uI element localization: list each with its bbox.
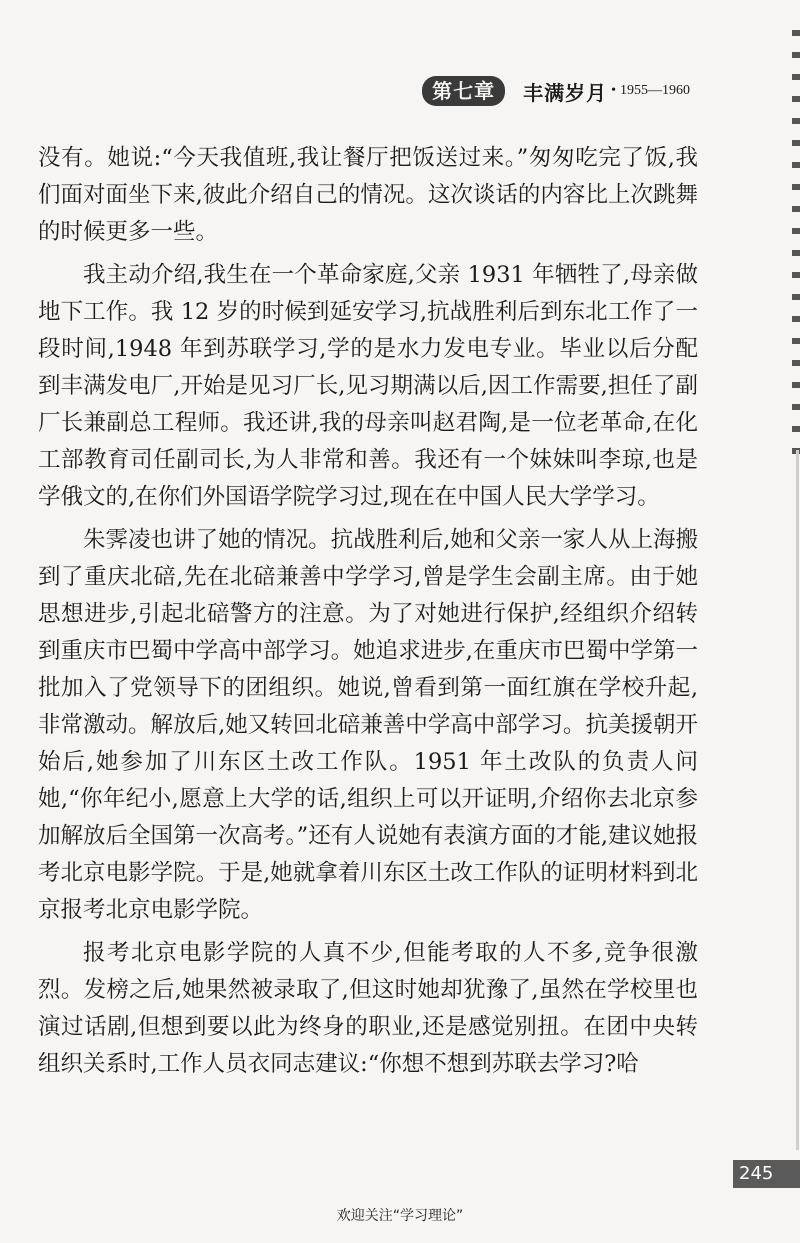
paragraph: 朱霁凌也讲了她的情况。抗战胜利后,她和父亲一家人从上海搬到了重庆北碚,先在北碚兼善中学学习,曾是学生会副主席。由于她思想进步,引起北碚警方的注意。为了对她进行保护,经组织介绍转到重庆市巴蜀中学高中部学习。她追求进步,在重庆市巴蜀中学第一批加入了党领导下的团组织。她说,曾看到第一面红旗在学校升起,非常激动。解放后,她又转回北碚兼善中学高中部学习。抗美援朝开始后,她参加了川东区土改工作队。1951 年土改队的负责人问她,“你年纪小,愿意上大学的话,组织上可以开证明,介绍你去北京参加解放后全国第一次高考。”还有人说她有表演方面的才能,建议她报考北京电影学院。于是,她就拿着川东区土改工作队的证明材料到北京报考北京电影学院。 xyxy=(38,527,698,923)
page-edge-line xyxy=(796,450,799,1150)
paragraph-continued: 没有。她说:“今天我值班,我让餐厅把饭送过来。”匆匆吃完了饭,我们面对面坐下来,彼此介绍自己的情况。这次谈话的内容比上次跳舞的时候更多一些。 xyxy=(38,145,698,245)
chapter-years: 1955—1960 xyxy=(620,83,690,98)
footer-watermark-text: 欢迎关注“学习理论” xyxy=(336,1208,464,1224)
page-body xyxy=(38,140,698,1083)
chapter-title: 丰满岁月 xyxy=(523,80,608,105)
paragraph: 我主动介绍,我生在一个革命家庭,父亲 1931 年牺牲了,母亲做地下工作。我 12 岁的时候到延安学习,抗战胜利后到东北工作了一段时间,1948 年到苏联学习,学的是水力发电专业。毕业以后分配到丰满发电厂,开始是见习厂长,见习期满以后,因工作需要,担任了副厂长兼副总工程师。我还讲,我的母亲叫赵君陶,是一位老革命,在化工部教育司任副司长,为人非常和善。我还有一个妹妹叫李琼,也是学俄文的,在你们外国语学院学习过,现在在中国人民大学学习。 xyxy=(38,262,698,510)
page-edge-marks xyxy=(792,30,800,460)
paragraph: 报考北京电影学院的人真不少,但能考取的人不多,竞争很激烈。发榜之后,她果然被录取了,但这时她却犹豫了,虽然在学校里也演过话剧,但想到要以此为终身的职业,还是感觉别扭。在团中央转组织关系时,工作人员衣同志建议:“你想不想到苏联去学习?哈 xyxy=(38,940,698,1077)
chapter-separator: • xyxy=(611,83,616,98)
chapter-badge: 第七章 xyxy=(422,76,505,106)
page-number: 245 xyxy=(733,1160,800,1188)
running-header xyxy=(422,76,690,106)
